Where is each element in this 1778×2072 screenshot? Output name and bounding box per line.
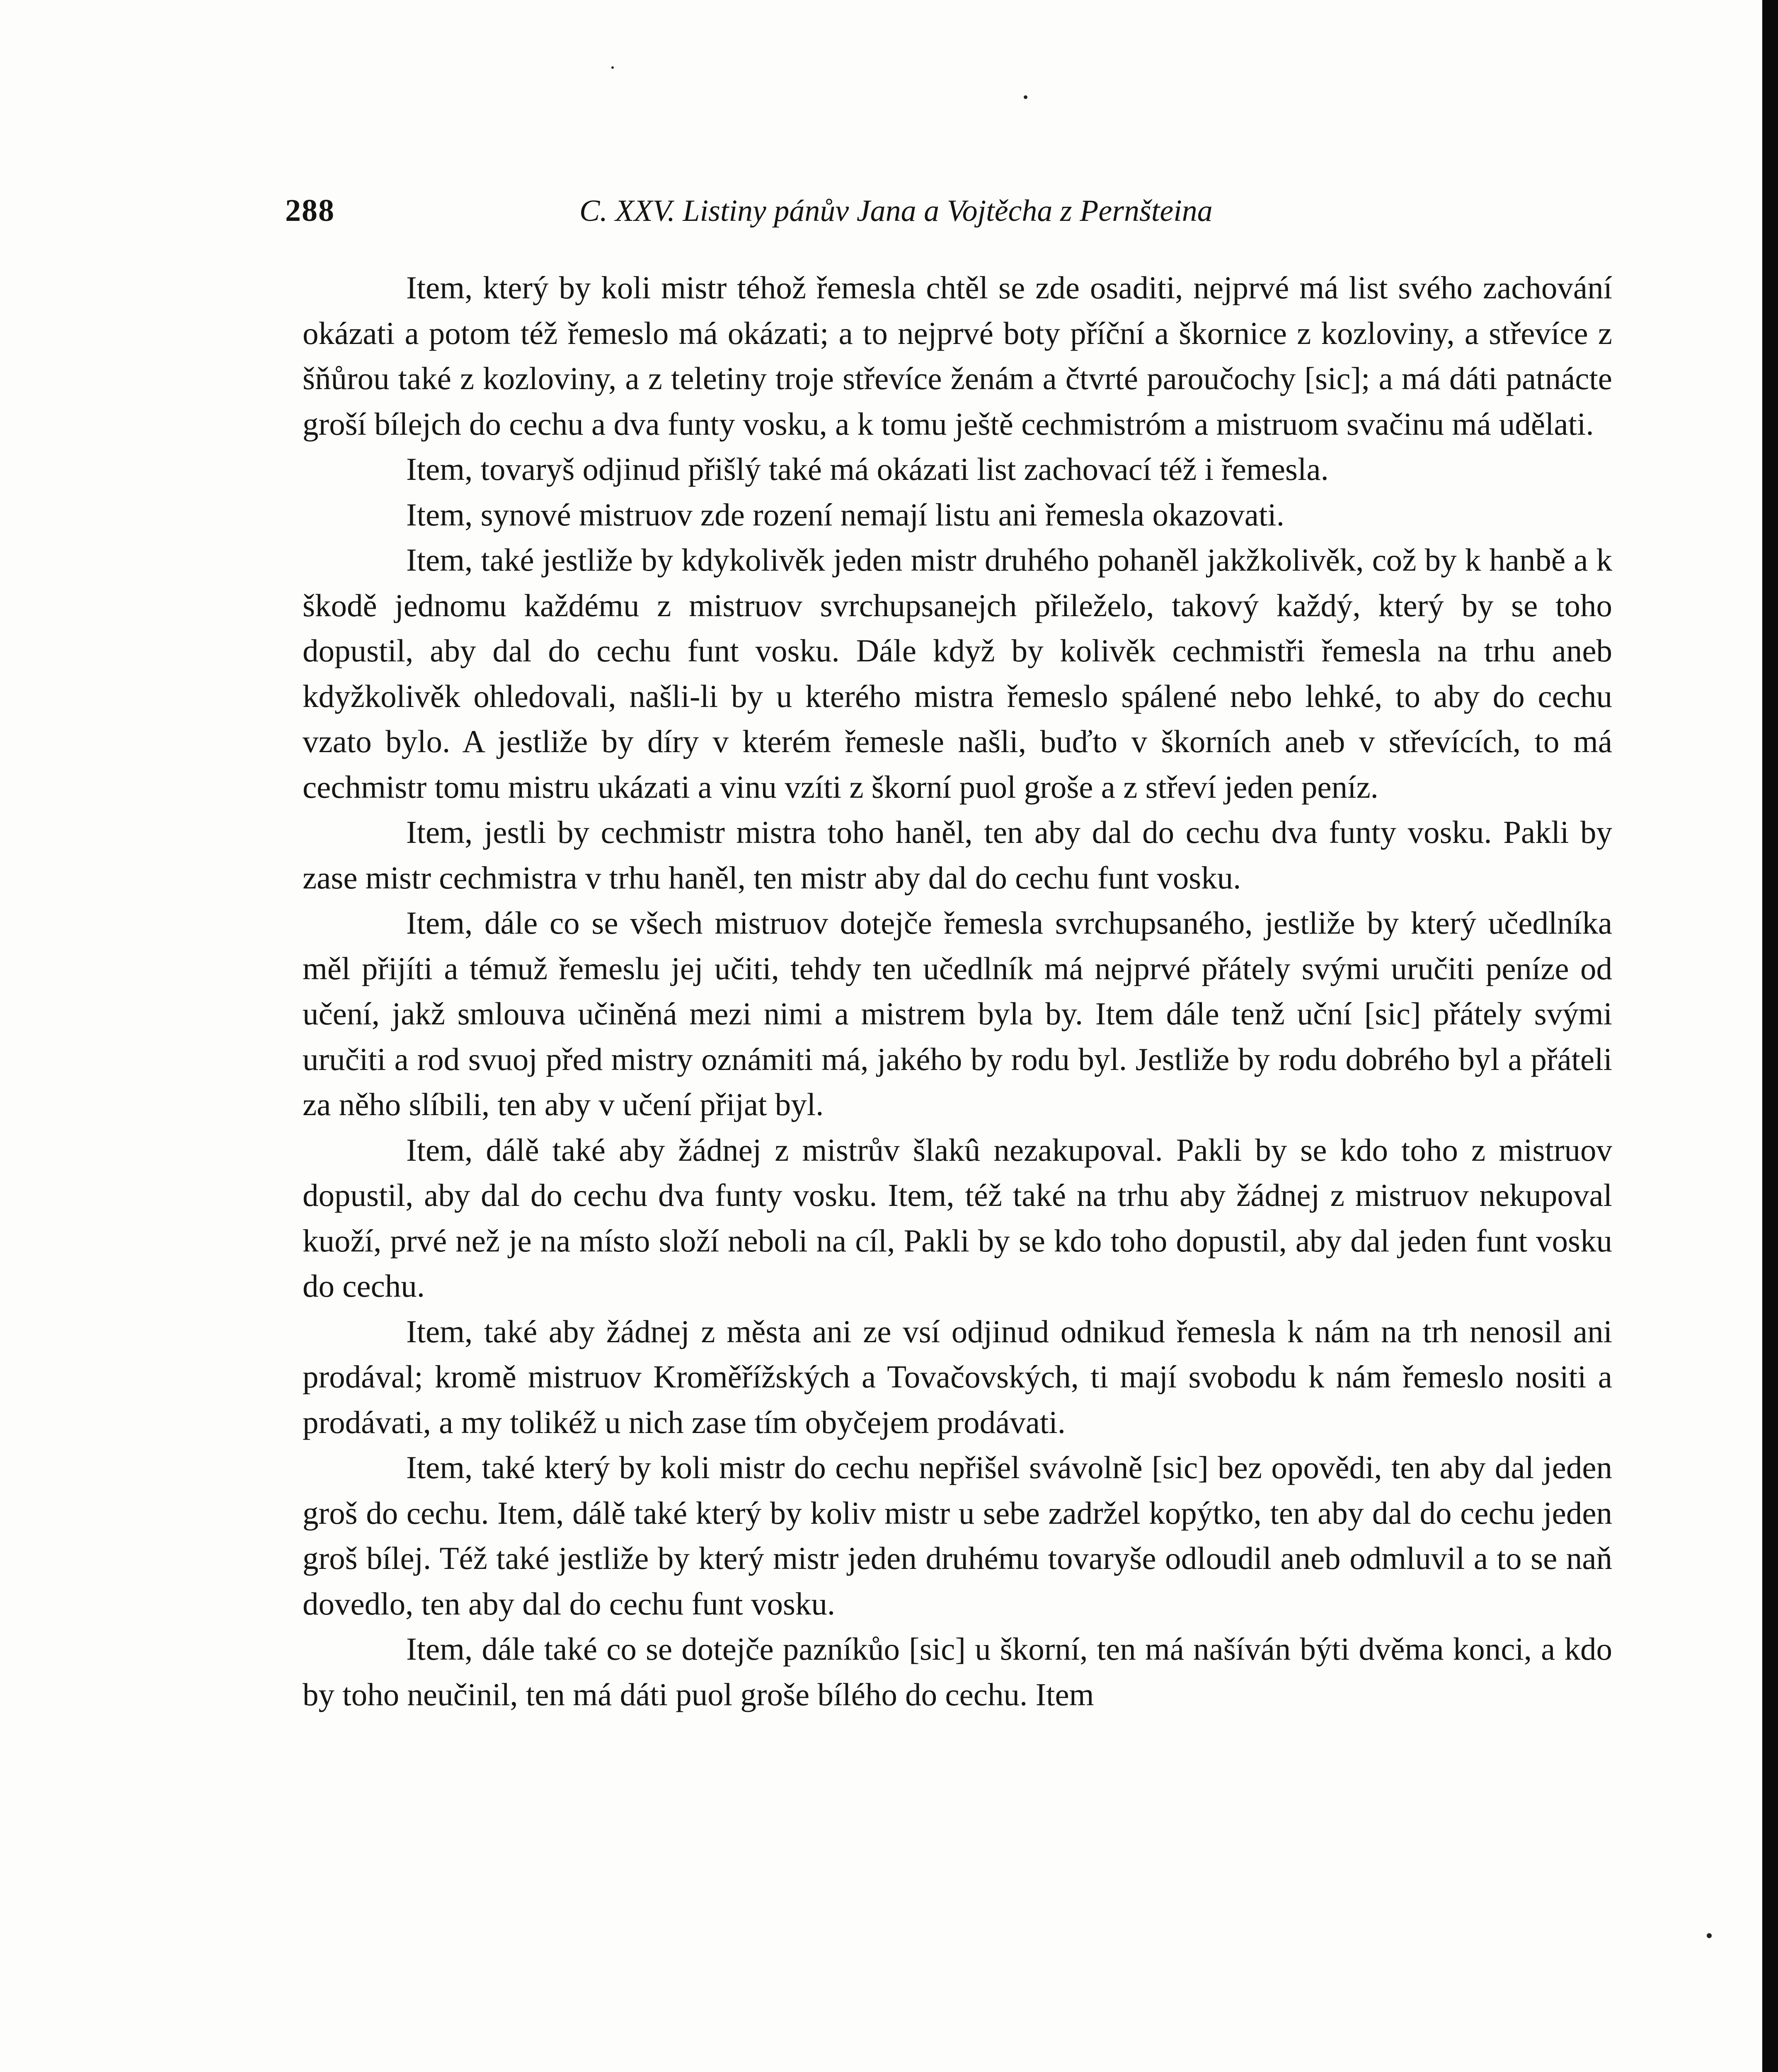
paragraph: Item, synové mistruov zde rození nemají listu ani řemesla okazovati. [406, 496, 1285, 533]
paragraph: Item, který by koli mistr téhož řemesla chtěl se zde osaditi, nejprvé má list svého zachování okázati a potom též řemeslo má okázati; a to nejprvé boty příční a škornice z kozloviny, a střevíce z šňůrou také z kozloviny, a z teletiny troje střevíce ženám a čtvrté paroučochy [sic]; a má dáti patnácte groší bílejch do cechu a dva funty vosku, a k tomu ještě cechmistróm a mistruom svačinu má udělati. [303, 270, 1612, 442]
page-number: 288 [285, 193, 335, 228]
paragraph: Item, dálě také aby žádnej z mistrův šlakû nezakupoval. Pakli by se kdo toho z mistruov dopustil, aby dal do cechu dva funty vosku. Item, též také na trhu aby žádnej z mistruov nekupoval kuoží, prvé než je na místo složí neboli na cíl, Pakli by se kdo toho dopustil, aby dal jeden funt vosku do cechu. [303, 1132, 1612, 1304]
body-text [303, 265, 1612, 1717]
running-title: C. XXV. Listiny pánův Jana a Vojtěcha z Pernšteina [579, 194, 1213, 228]
scan-border [1762, 0, 1778, 2072]
paragraph: Item, také aby žádnej z města ani ze vsí odjinud odnikud řemesla k nám na trh nenosil ani prodával; kromě mistruov Kroměřížských a Tovačovských, ti mají svobodu k nám řemeslo nositi a prodávati, a my tolikéž u nich zase tím obyčejem prodávati. [303, 1313, 1612, 1440]
paragraph: Item, také jestliže by kdykolivěk jeden mistr druhého pohaněl jakžkolivěk, což by k hanbě a k škodě jednomu každému z mistruov svrchupsanejch přileželo, takový každý, který by se toho dopustil, aby dal do cechu funt vosku. Dále když by kolivěk cechmistři řemesla na trhu aneb kdyžkolivěk ohledovali, našli-li by u kterého mistra řemeslo spálené nebo lehké, to aby do cechu vzato bylo. A jestliže by díry v kterém řemesle našli, buďto v škorních aneb v střevících, to má cechmistr tomu mistru ukázati a vinu vzíti z škorní puol groše a z střeví jeden peníz. [303, 542, 1612, 805]
page-header [285, 193, 1330, 242]
paragraph: Item, tovaryš odjinud přišlý také má okázati list zachovací též i řemesla. [406, 451, 1329, 487]
paragraph: Item, jestli by cechmistr mistra toho haněl, ten aby dal do cechu dva funty vosku. Pakli by zase mistr cechmistra v trhu haněl, ten mistr aby dal do cechu funt vosku. [303, 814, 1612, 896]
paragraph: Item, dále také co se dotejče pazníkůo [sic] u škorní, ten má našíván býti dvěma konci, a kdo by toho neučinil, ten má dáti puol groše bílého do cechu. Item [303, 1631, 1612, 1712]
paragraph: Item, dále co se všech mistruov dotejče řemesla svrchupsaného, jestliže by který učedlníka měl přijíti a témuž řemeslu jej učiti, tehdy ten učedlník má nejprvé přátely svými uručiti peníze od učení, jakž smlouva učiněná mezi nimi a mistrem byla by. Item dále tenž uční [sic] přátely svými uručiti a rod svuoj před mistry oznámiti má, jakého by rodu byl. Jestliže by rodu dobrého byl a přáteli za něho slíbili, ten aby v učení přijat byl. [303, 905, 1612, 1122]
paragraph: Item, také který by koli mistr do cechu nepřišel svávolně [sic] bez opovědi, ten aby dal jeden groš do cechu. Item, dálě také který by koliv mistr u sebe zadržel kopýtko, ten aby dal do cechu jeden groš bílej. Též také jestliže by který mistr jeden druhému tovaryše odloudil aneb odmluvil a to se naň dovedlo, ten aby dal do cechu funt vosku. [303, 1450, 1612, 1622]
